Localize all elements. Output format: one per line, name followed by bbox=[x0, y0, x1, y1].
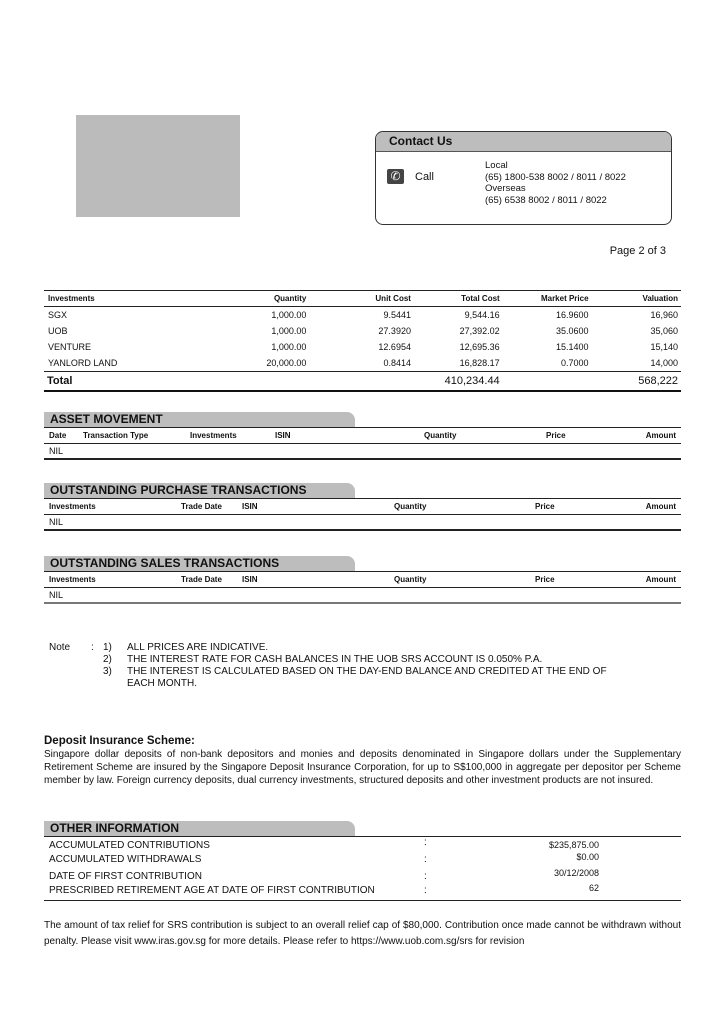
col-transaction-type: Transaction Type bbox=[83, 431, 149, 440]
table-cell: 1,000.00 bbox=[271, 310, 307, 320]
table-cell: 15.1400 bbox=[556, 342, 589, 352]
table-cell: 12.6954 bbox=[378, 342, 411, 352]
page-indicator: Page 2 of 3 bbox=[609, 245, 666, 257]
col-total-cost: Total Cost bbox=[414, 291, 503, 307]
col-isin: ISIN bbox=[242, 575, 258, 584]
asset-movement-section bbox=[44, 412, 681, 460]
table-cell: 0.7000 bbox=[561, 358, 589, 368]
table-cell: 35.0600 bbox=[556, 326, 589, 336]
col-amount: Amount bbox=[645, 575, 676, 584]
call-label: Call bbox=[415, 171, 434, 183]
table-cell: 20,000.00 bbox=[266, 358, 307, 368]
col-investments: Investments bbox=[49, 575, 96, 584]
tax-relief-footer: The amount of tax relief for SRS contribution is subject to an overall relief cap of $80,000. Contribution once made cannot be withdrawn without penalty. Please visit www.iras.gov.sg for more details. Please refer to https://www.uob.com.sg/srs for revision bbox=[44, 920, 681, 947]
col-quantity: Quantity bbox=[212, 291, 310, 307]
table-cell: 16,960 bbox=[650, 310, 678, 320]
col-unit-cost: Unit Cost bbox=[309, 291, 414, 307]
section-body: NIL bbox=[44, 588, 681, 604]
note-colon: : bbox=[91, 642, 94, 653]
col-quantity: Quantity bbox=[394, 575, 427, 584]
table-cell: 1,000.00 bbox=[271, 342, 307, 352]
note-number: 1) bbox=[103, 642, 112, 653]
col-investments: Investments bbox=[190, 431, 237, 440]
total-cost: 410,234.44 bbox=[414, 372, 503, 392]
deposit-insurance-title: Deposit Insurance Scheme: bbox=[44, 735, 195, 747]
section-title: OTHER INFORMATION bbox=[44, 821, 355, 836]
col-trade-date: Trade Date bbox=[181, 502, 222, 511]
table-cell: 27.3920 bbox=[378, 326, 411, 336]
section-body: NIL bbox=[44, 515, 681, 531]
contact-us-title: Contact Us bbox=[376, 132, 671, 152]
section-title: OUTSTANDING SALES TRANSACTIONS bbox=[44, 556, 355, 571]
note-text: ALL PRICES ARE INDICATIVE. bbox=[127, 642, 269, 653]
note-text: THE INTEREST IS CALCULATED BASED ON THE DAY-END BALANCE AND CREDITED AT THE END OF EACH MONTH. bbox=[127, 666, 607, 689]
table-cell: 14,000 bbox=[650, 358, 678, 368]
note-label: Note bbox=[49, 642, 71, 653]
col-isin: ISIN bbox=[242, 502, 258, 511]
section-title: OUTSTANDING PURCHASE TRANSACTIONS bbox=[44, 483, 355, 498]
total-valuation: 568,222 bbox=[592, 372, 681, 392]
phone-icon: ✆ bbox=[387, 169, 404, 184]
col-isin: ISIN bbox=[275, 431, 291, 440]
table-header-row bbox=[44, 291, 681, 307]
contact-us-box bbox=[375, 131, 672, 225]
table-cell: 16.9600 bbox=[556, 310, 589, 320]
table-cell: 9,544.16 bbox=[464, 310, 500, 320]
table-cell: 9.5441 bbox=[383, 310, 411, 320]
contact-numbers bbox=[485, 160, 626, 206]
other-information-rows: ACCUMULATED CONTRIBUTIONS : $235,875.00 ACCUMULATED WITHDRAWALS : $0.00 DATE OF FIRST CONTRIBUTION : 30/12/2008 PRESCRIBED RETIREMENT AGE AT DATE OF FIRST CONTRIBUTION : 62 bbox=[44, 836, 681, 901]
table-cell: VENTURE bbox=[48, 342, 92, 352]
col-market-price: Market Price bbox=[503, 291, 592, 307]
table-cell: YANLORD LAND bbox=[48, 358, 118, 368]
table-row bbox=[44, 355, 681, 372]
local-number[interactable]: (65) 1800-538 8002 / 8011 / 8022 bbox=[485, 171, 626, 183]
table-cell: 1,000.00 bbox=[271, 326, 307, 336]
col-price: Price bbox=[546, 431, 566, 440]
local-label: Local bbox=[485, 160, 508, 171]
other-information-section bbox=[44, 821, 681, 901]
total-label: Total bbox=[44, 372, 212, 392]
table-cell: 12,695.36 bbox=[459, 342, 500, 352]
note-number: 2) bbox=[103, 654, 112, 665]
notes-block bbox=[49, 642, 649, 702]
section-header-row bbox=[44, 498, 681, 515]
section-header-row bbox=[44, 571, 681, 588]
outstanding-purchase-section bbox=[44, 483, 681, 531]
section-title: ASSET MOVEMENT bbox=[44, 412, 355, 427]
table-cell: UOB bbox=[48, 326, 68, 336]
table-cell: SGX bbox=[48, 310, 68, 320]
table-cell: 0.8414 bbox=[383, 358, 411, 368]
col-amount: Amount bbox=[645, 431, 676, 440]
note-text: THE INTEREST RATE FOR CASH BALANCES IN THE UOB SRS ACCOUNT IS 0.050% P.A. bbox=[127, 654, 543, 665]
section-body: NIL bbox=[44, 444, 681, 460]
outstanding-sales-section bbox=[44, 556, 681, 604]
col-price: Price bbox=[535, 502, 555, 511]
overseas-label: Overseas bbox=[485, 183, 526, 194]
col-quantity: Quantity bbox=[394, 502, 427, 511]
table-row bbox=[44, 323, 681, 339]
note-number: 3) bbox=[103, 666, 112, 677]
investments-table bbox=[44, 290, 681, 392]
col-price: Price bbox=[535, 575, 555, 584]
table-cell: 27,392.02 bbox=[459, 326, 500, 336]
col-date: Date bbox=[49, 431, 67, 440]
table-row bbox=[44, 307, 681, 324]
table-cell: 35,060 bbox=[650, 326, 678, 336]
table-cell: 15,140 bbox=[650, 342, 678, 352]
col-investments: Investments bbox=[49, 502, 96, 511]
table-cell: 16,828.17 bbox=[459, 358, 500, 368]
overseas-number[interactable]: (65) 6538 8002 / 8011 / 8022 bbox=[485, 194, 607, 206]
logo-placeholder bbox=[76, 115, 240, 217]
col-valuation: Valuation bbox=[592, 291, 681, 307]
table-row bbox=[44, 339, 681, 355]
col-investments: Investments bbox=[44, 291, 212, 307]
section-header-row bbox=[44, 427, 681, 444]
col-amount: Amount bbox=[645, 502, 676, 511]
col-quantity: Quantity bbox=[424, 431, 457, 440]
total-row bbox=[44, 372, 681, 392]
deposit-insurance-body: Singapore dollar deposits of non-bank depositors and monies and deposits denominated in Singapore dollars under the Supplementary Retirement Scheme are insured by the Singapore Deposit Insurance Corporation, for up to S$100,000 in aggregate per depositor per Scheme member by law. Foreign currency deposits, dual currency investments, structured deposits and other investment products are not insured. bbox=[44, 749, 681, 786]
col-trade-date: Trade Date bbox=[181, 575, 222, 584]
